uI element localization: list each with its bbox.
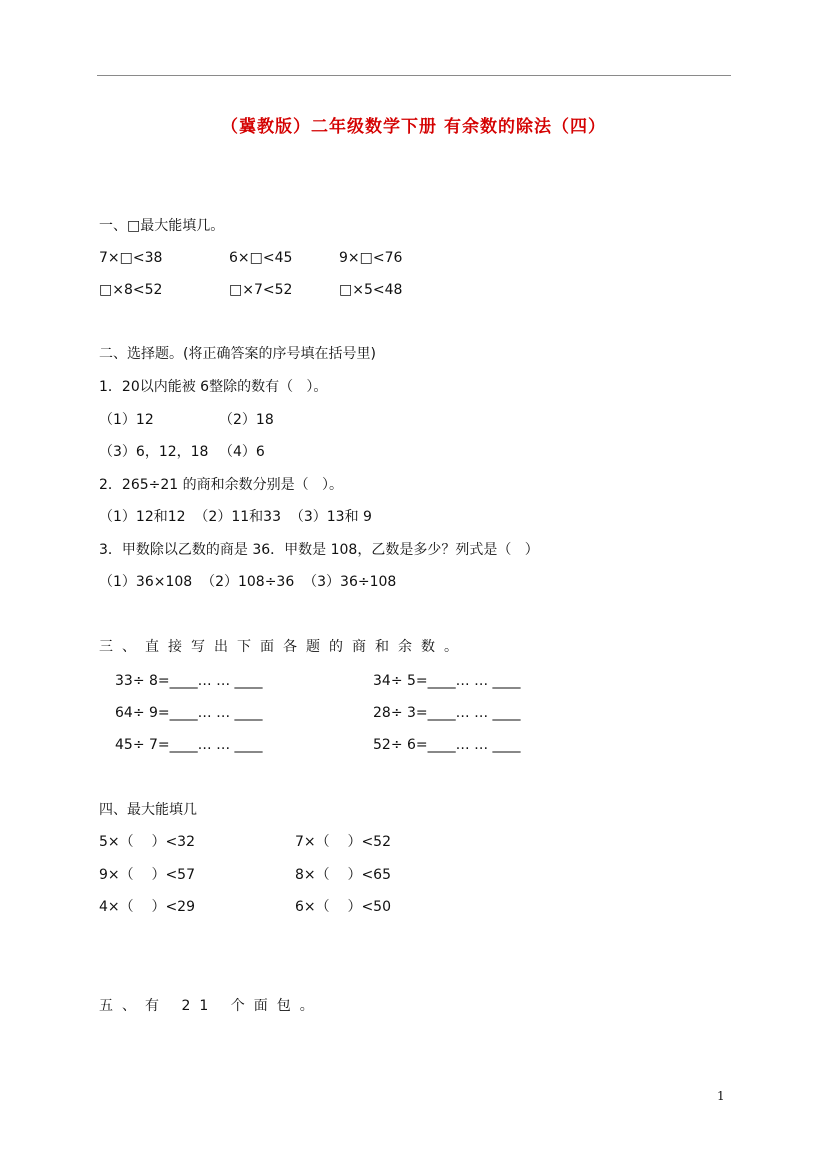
division-item: 52÷ 6=____… … ____ — [373, 737, 521, 753]
fill-item: 5×（ ）<32 — [99, 834, 195, 850]
fill-item: 4×（ ）<29 — [99, 899, 195, 915]
s1-item: 6×□<45 — [229, 250, 293, 266]
q1-option: （2）18 — [219, 412, 274, 428]
page-title: （冀教版）二年级数学下册 有余数的除法（四） — [221, 117, 606, 137]
question-1: 1．20以内能被 6整除的数有（ ）。 — [99, 379, 328, 395]
section1-heading: 一、□最大能填几。 — [99, 218, 225, 234]
q2-options: （1）12和12 （2）11和33 （3）13和 9 — [99, 509, 372, 525]
s1-item: 7×□<38 — [99, 250, 163, 266]
fill-item: 9×（ ）<57 — [99, 867, 195, 883]
section4-heading: 四、最大能填几 — [99, 802, 197, 818]
section2-heading: 二、选择题。(将正确答案的序号填在括号里) — [99, 346, 376, 362]
q1-option: （3）6，12，18 — [99, 444, 209, 460]
section3-heading: 三、直接写出下面各题的商和余数。 — [99, 639, 467, 655]
s1-item: □×7<52 — [229, 282, 293, 298]
question-2: 2．265÷21 的商和余数分别是（ ）。 — [99, 477, 343, 493]
division-item: 28÷ 3=____… … ____ — [373, 705, 521, 721]
fill-item: 7×（ ）<52 — [295, 834, 391, 850]
section5-heading: 五、有 21 个面包。 — [99, 998, 323, 1014]
question-3: 3．甲数除以乙数的商是 36．甲数是 108，乙数是多少？列式是（ ） — [99, 542, 539, 558]
fill-item: 8×（ ）<65 — [295, 867, 391, 883]
division-item: 34÷ 5=____… … ____ — [373, 673, 521, 689]
division-item: 33÷ 8=____… … ____ — [115, 673, 263, 689]
page-number: 1 — [717, 1089, 725, 1103]
s1-item: 9×□<76 — [339, 250, 403, 266]
q3-options: （1）36×108 （2）108÷36 （3）36÷108 — [99, 574, 397, 590]
q1-option: （1）12 — [99, 412, 154, 428]
division-item: 64÷ 9=____… … ____ — [115, 705, 263, 721]
header-rule — [97, 75, 731, 76]
s1-item: □×8<52 — [99, 282, 163, 298]
fill-item: 6×（ ）<50 — [295, 899, 391, 915]
division-item: 45÷ 7=____… … ____ — [115, 737, 263, 753]
q1-option: （4）6 — [219, 444, 265, 460]
s1-item: □×5<48 — [339, 282, 403, 298]
